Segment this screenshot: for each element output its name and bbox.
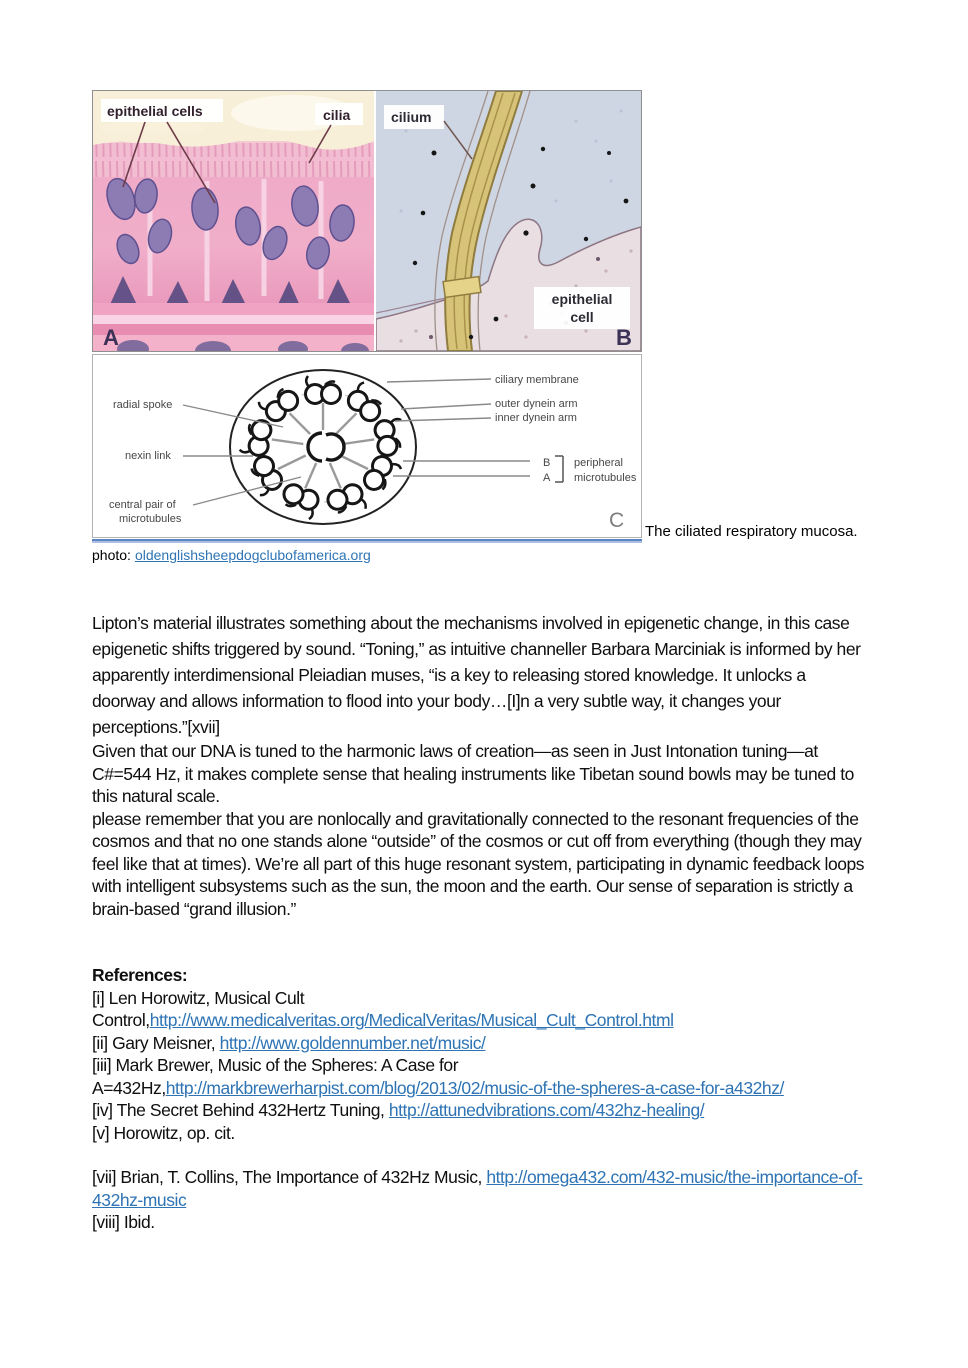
label-epithelial-cells: epithelial cells <box>107 103 203 119</box>
label-outer-dynein-arm: outer dynein arm <box>495 398 578 410</box>
label-central-pair-line1: central pair of <box>109 499 176 511</box>
reference-text: [v] Horowitz, op. cit. <box>92 1122 235 1143</box>
reference-text: [iii] Mark Brewer, Music of the Spheres: A Case for A=432Hz, <box>92 1055 459 1098</box>
reference-text: [viii] Ibid. <box>92 1212 155 1232</box>
panel-b-micrograph-image <box>376 91 641 351</box>
figure-row <box>92 90 872 541</box>
label-cilium: cilium <box>391 109 432 125</box>
reference-link[interactable]: http://omega432.com/432-music/the-importance-of-432hz-music <box>92 1167 863 1210</box>
label-central-pair-line2: microtubules <box>119 513 182 525</box>
reference-item-iii <box>92 1054 872 1099</box>
label-radial-spoke: radial spoke <box>113 399 173 411</box>
figure-panel-c <box>92 354 642 538</box>
reference-link[interactable]: http://www.goldennumber.net/music/ <box>219 1032 486 1053</box>
reference-item-ii <box>92 1032 872 1055</box>
label-inner-dynein-arm: inner dynein arm <box>495 412 577 424</box>
references-heading: References: <box>92 965 188 985</box>
figure-panels-ab <box>92 90 642 352</box>
reference-link[interactable]: http://attunedvibrations.com/432hz-healing/ <box>388 1100 705 1120</box>
photo-credit-prefix: photo: <box>92 547 131 563</box>
label-nexin-link: nexin link <box>125 450 171 462</box>
label-peripheral-line1: peripheral <box>574 457 623 469</box>
label-bracket-b: B <box>543 457 551 469</box>
paragraph-cosmic-resonance: please remember that you are nonlocally and gravitationally connected to the resonant frequencies of the cosmos and that no one stands alone “outside” of the cosmos or cut off from everything (though they may feel like that at times). We’re all part of this huge resonant system, participating in dynamic feedback loops with intelligent subsystems such as the sun, the moon and the earth. Our sense of separation is strictly a brain-based “grand illusion.” <box>92 808 865 919</box>
label-epithelial-cell-line2: cell <box>570 309 594 325</box>
paragraph-dna-tuning: Given that our DNA is tuned to the harmonic laws of creation—as seen in Just Intonation tuning—at C#=544 Hz, it makes complete sense that healing instruments like Tibetan sound bowls may be tuned to this natural scale. <box>92 741 854 806</box>
paragraph-lipton-toning: Lipton’s material illustrates something about the mechanisms involved in epigenetic change, in this case epigenetic shifts triggered by sound. “Toning,” as intuitive channeller Barbara Marciniak is informed by her apparently interdimensional Pleiadian muses, “is a key to releasing stored knowledge. It unlocks a doorway and allows information to flood into your body…[I]n a very subtle way, it changes your perceptions.”[xvii] <box>92 613 861 737</box>
reference-item-iv <box>92 1099 872 1122</box>
panel-c-letter: C <box>609 509 625 532</box>
label-ciliary-membrane: ciliary membrane <box>495 374 579 386</box>
figure-underline <box>92 539 642 541</box>
reference-link[interactable]: http://www.medicalveritas.org/MedicalVeritas/Musical_Cult_Control.html <box>149 1010 674 1030</box>
label-cilia: cilia <box>323 107 351 123</box>
label-peripheral-line2: microtubules <box>574 472 637 484</box>
reference-text: [iv] The Secret Behind 432Hertz Tuning, <box>92 1100 389 1120</box>
reference-link[interactable]: http://markbrewerharpist.com/blog/2013/02/music-of-the-spheres-a-case-for-a432hz/ <box>165 1077 784 1098</box>
references-section <box>92 964 872 1234</box>
reference-text: [ii] Gary Meisner, <box>92 1032 220 1053</box>
figure-ciliated-mucosa <box>92 90 642 541</box>
panel-c-diagram <box>93 355 641 537</box>
panel-a-letter: A <box>103 325 119 350</box>
reference-item-viii <box>92 1211 872 1234</box>
reference-text: [i] Len Horowitz, Musical Cult Control, <box>92 987 305 1030</box>
label-epithelial-cell-line1: epithelial <box>551 291 613 307</box>
photo-credit <box>92 546 872 564</box>
panel-a-histology-image <box>93 91 374 351</box>
label-bracket-a: A <box>543 472 551 484</box>
reference-item-i <box>92 987 872 1032</box>
reference-item-vii <box>92 1166 872 1211</box>
photo-credit-link[interactable]: oldenglishsheepdogclubofamerica.org <box>134 547 371 563</box>
panel-b-letter: B <box>616 325 632 350</box>
reference-spacer <box>92 1144 872 1166</box>
figure-caption: The ciliated respiratory mucosa. <box>645 523 858 540</box>
reference-text: [vii] Brian, T. Collins, The Importance of 432Hz Music, <box>92 1167 487 1187</box>
reference-item-v <box>92 1122 872 1145</box>
